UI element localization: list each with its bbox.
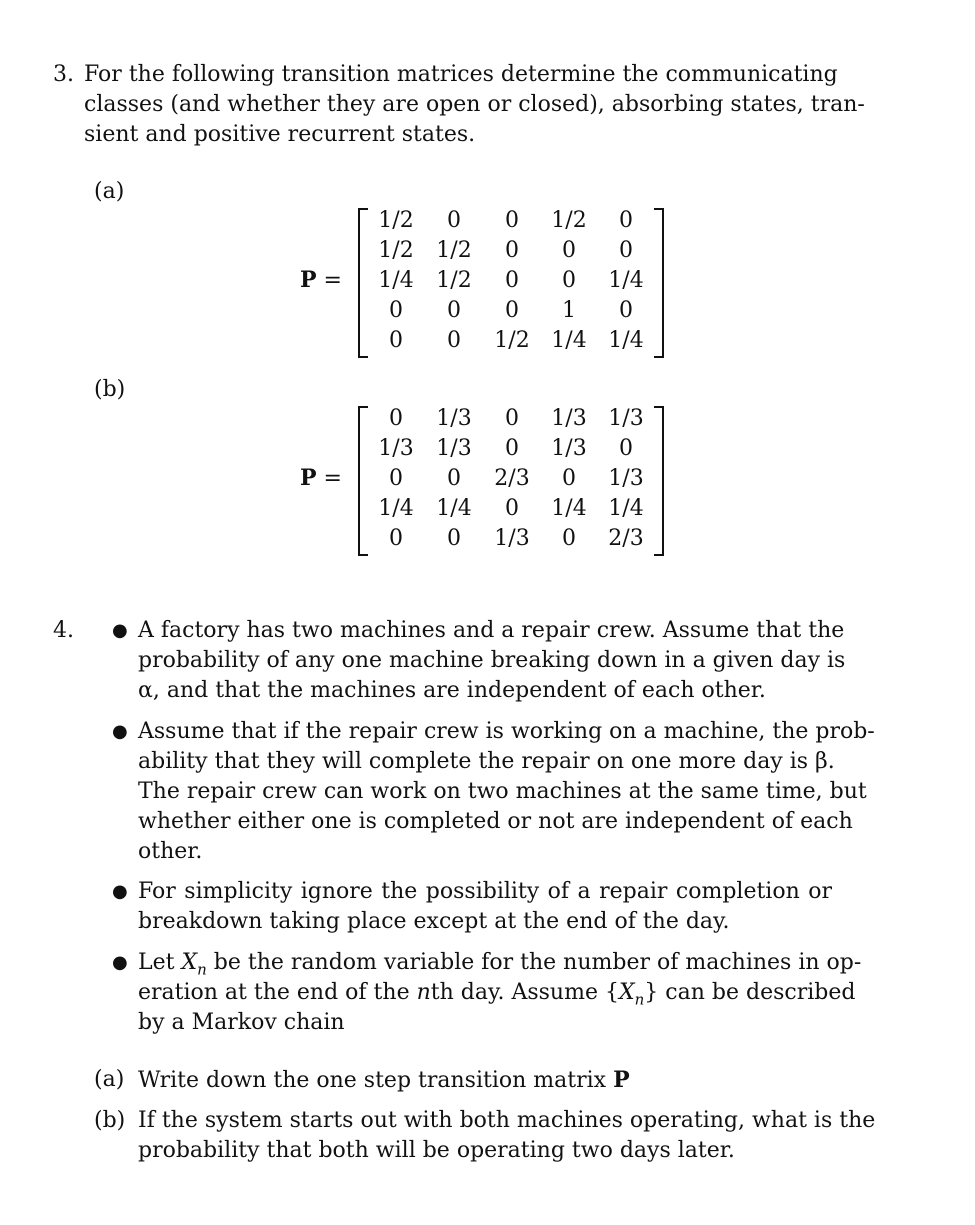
matrix-cell: 0 [389,466,403,491]
matrix-cell: 0 [505,208,519,233]
question-3-number: 3. [53,62,74,87]
q3-line-3: sient and positive recurrent states. [84,122,476,147]
bullet-3-line-1: For simplicity ignore the possibility of a repair completion or [138,879,832,904]
matrix-cell: 0 [447,466,461,491]
bullet-1-line-1: A factory has two machines and a repair crew. Assume that the [138,618,845,643]
matrix-cell: 0 [505,496,519,521]
matrix-cell: 1/2 [436,268,472,293]
matrix-cell: 0 [562,238,576,263]
bullet-4-marker: ● [112,952,128,973]
matrix-cell: 1/4 [608,328,644,353]
q4-part-b-label: (b) [94,1108,126,1133]
bullet-1-line-3: α, and that the machines are independent of each other. [138,678,766,703]
bullet-1-line-2: probability of any one machine breaking down in a given day is [138,648,846,673]
matrix-cell: 0 [505,406,519,431]
matrix-b-label: P = [300,465,342,491]
matrix-cell: 0 [562,268,576,293]
matrix-cell: 0 [619,298,633,323]
matrix-cell: 1/2 [494,328,530,353]
matrix-cell: 1/2 [378,208,414,233]
q4-part-a-text: Write down the one step transition matrix P [138,1067,630,1093]
matrix-cell: 0 [619,208,633,233]
matrix-cell: 1/4 [378,496,414,521]
matrix-cell: 1/3 [378,436,414,461]
matrix-cell: 1/4 [551,328,587,353]
bullet-3-marker: ● [112,881,128,902]
bullet-2-line-1: Assume that if the repair crew is working on a machine, the prob- [138,719,875,744]
matrix-cell: 1/3 [608,406,644,431]
q3-line-2: classes (and whether they are open or closed), absorbing states, tran- [84,92,865,117]
matrix-cell: 0 [619,238,633,263]
matrix-cell: 1/3 [551,406,587,431]
bullet-4-line-2: eration at the end of the nth day. Assume $\{X_n\}$ can be described [138,980,856,1009]
bullet-4-line-3: by a Markov chain [138,1010,345,1035]
matrix-cell: 1/3 [436,406,472,431]
matrix-cell: 0 [505,436,519,461]
bullet-1-marker: ● [112,620,128,641]
q3-part-a-label: (a) [94,179,125,204]
matrix-cell: 1/3 [494,526,530,551]
bullet-3-line-2: breakdown taking place except at the end of the day. [138,909,730,934]
matrix-cell: 0 [562,466,576,491]
bullet-4-line-1: Let $X_n$ be the random variable for the number of machines in op- [138,950,862,979]
matrix-cell: 0 [389,526,403,551]
q4-part-b-line-2: probability that both will be operating two days later. [138,1138,735,1163]
matrix-cell: 1 [562,298,576,323]
matrix-cell: 0 [389,298,403,323]
question-4-number: 4. [53,618,74,643]
matrix-cell: 0 [447,328,461,353]
matrix-cell: 0 [447,298,461,323]
matrix-cell: 1/3 [608,466,644,491]
matrix-cell: 0 [389,328,403,353]
matrix-cell: 0 [505,298,519,323]
matrix-a-label: P = [300,267,342,293]
q3-part-b-label: (b) [94,377,126,402]
bullet-2-line-3: The repair crew can work on two machines at the same time, but [138,779,867,804]
matrix-cell: 1/2 [436,238,472,263]
q4-part-a-label: (a) [94,1067,125,1092]
q4-part-b-line-1: If the system starts out with both machines operating, what is the [138,1108,876,1133]
matrix-cell: 0 [389,406,403,431]
matrix-cell: 0 [619,436,633,461]
bullet-2-marker: ● [112,721,128,742]
matrix-cell: 1/2 [551,208,587,233]
matrix-cell: 0 [505,268,519,293]
matrix-cell: 1/4 [608,496,644,521]
matrix-cell: 1/2 [378,238,414,263]
matrix-cell: 1/4 [378,268,414,293]
bullet-2-line-5: other. [138,839,203,864]
q3-line-1: For the following transition matrices determine the communicating [84,62,838,87]
matrix-cell: 1/4 [551,496,587,521]
bullet-2-line-2: ability that they will complete the repair on one more day is β. [138,749,835,774]
matrix-cell: 2/3 [608,526,644,551]
bullet-2-line-4: whether either one is completed or not are independent of each [138,809,853,834]
matrix-cell: 0 [447,208,461,233]
matrix-cell: 1/4 [608,268,644,293]
matrix-cell: 2/3 [494,466,530,491]
matrix-cell: 1/3 [436,436,472,461]
matrix-cell: 0 [505,238,519,263]
matrix-cell: 1/3 [551,436,587,461]
matrix-cell: 0 [562,526,576,551]
matrix-cell: 1/4 [436,496,472,521]
matrix-cell: 0 [447,526,461,551]
